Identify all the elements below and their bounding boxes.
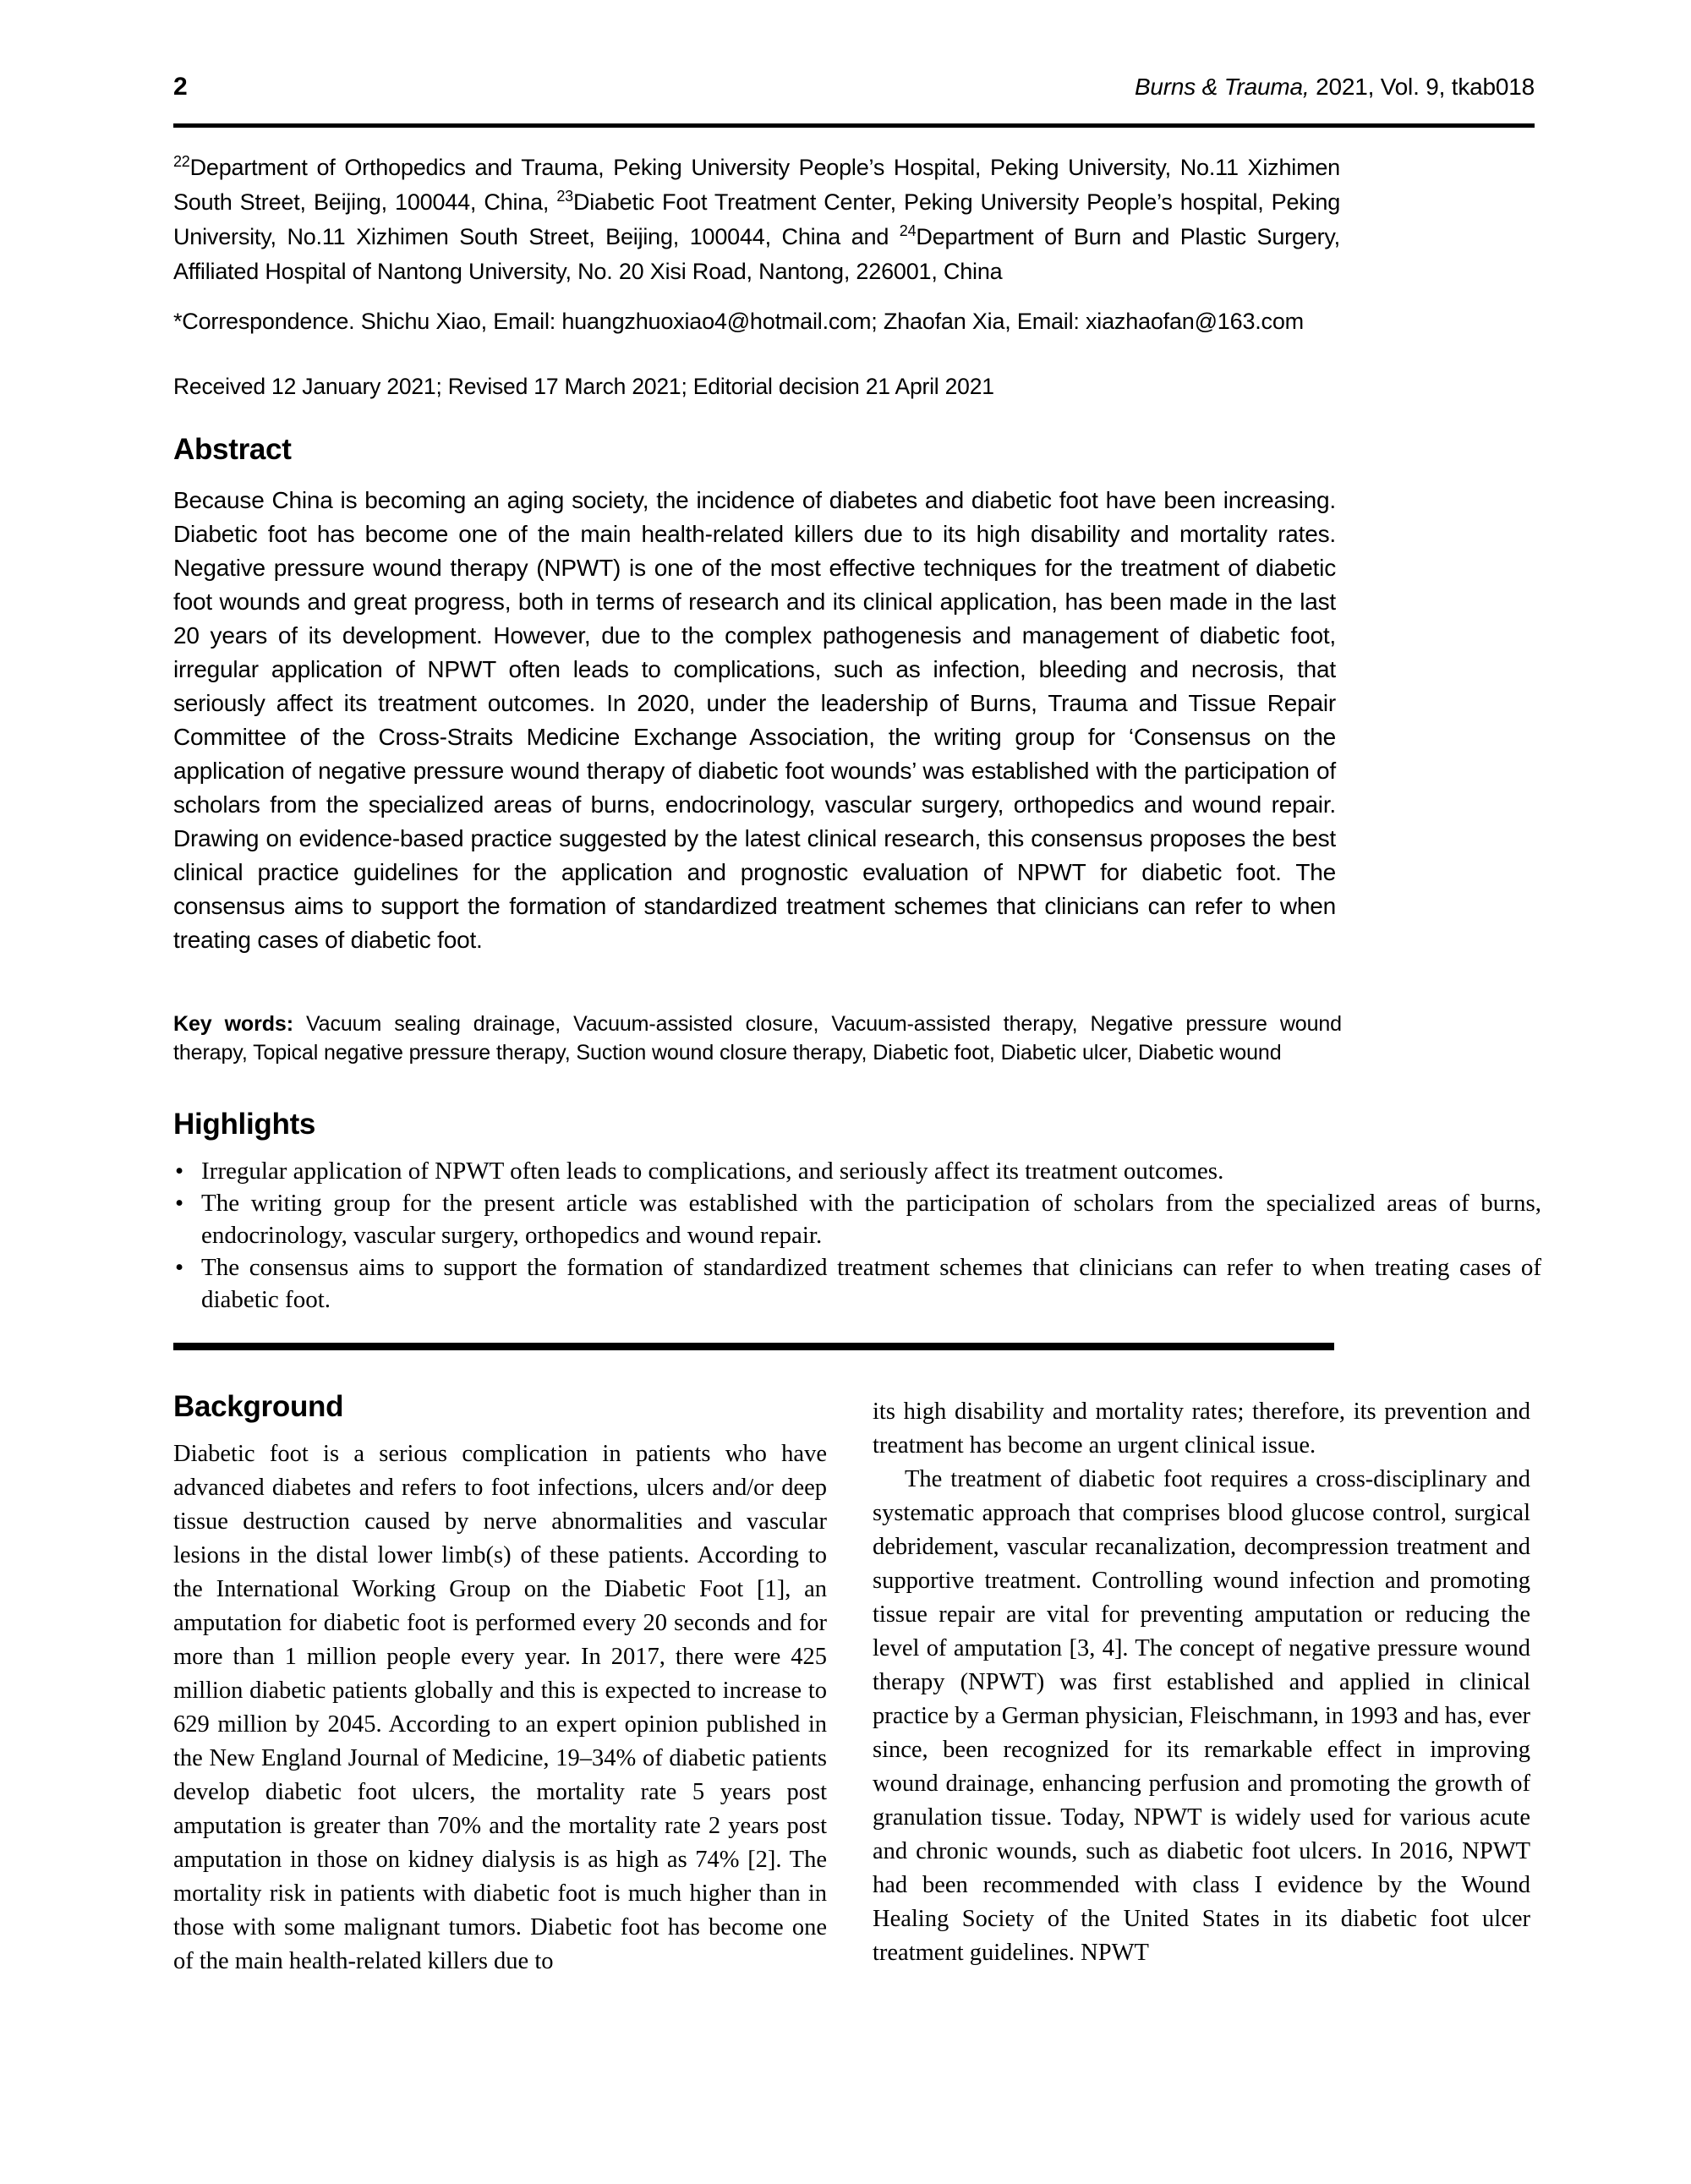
keywords-label: Key words: xyxy=(173,1012,293,1036)
section-divider-rule xyxy=(173,1343,1334,1350)
highlights-list xyxy=(173,1155,1541,1316)
background-paragraph-right-2: The treatment of diabetic foot requires a cross-disciplinary and systematic approach that comprises blood glucose control, surgical debridement, vascular recanalization, decompression treatment and supportive treatment. Controlling wound infection and promoting tissue repair are vital for preventing amputation or reducing the level of amputation [3, 4]. The concept of negative pressure wound therapy (NPWT) was first established and applied in clinical practice by a German physician, Fleischmann, in 1993 and has, ever since, been recognized for its remarkable effect in improving wound drainage, enhancing perfusion and promoting the growth of granulation tissue. Today, NPWT is widely used for various acute and chronic wounds, such as diabetic foot ulcers. In 2016, NPWT had been recommended with class I evidence by the Wound Healing Society of the United States in its diabetic foot ulcer treatment guidelines. NPWT xyxy=(873,1466,1530,1966)
journal-reference xyxy=(1135,74,1535,101)
highlights-heading: Highlights xyxy=(173,1108,316,1141)
left-column xyxy=(173,1437,827,1979)
affiliation-superscript: 23 xyxy=(556,188,573,205)
page-number: 2 xyxy=(173,73,188,101)
keywords-text: Vacuum sealing drainage, Vacuum-assisted closure, Vacuum-assisted therapy, Negative pressure wound therapy, Topical negative pressure therapy, Suction wound closure therapy, Diabetic foot, Diabetic ulcer, Diabetic wound xyxy=(173,1012,1342,1065)
highlight-item: • The writing group for the present article was established with the participation of scholars from the specialized areas of burns, endocrinology, vascular surgery, orthopedics and wound repair. xyxy=(173,1187,1541,1251)
journal-title: Burns & Trauma, xyxy=(1134,74,1310,100)
affiliation-superscript: 22 xyxy=(173,153,190,170)
affiliation-superscript: 24 xyxy=(899,222,917,239)
right-column xyxy=(873,1395,1530,1970)
journal-citation: 2021, Vol. 9, tkab018 xyxy=(1309,74,1535,100)
highlight-item: • Irregular application of NPWT often leads to complications, and seriously affect its treatment outcomes. xyxy=(173,1155,1541,1187)
page-header xyxy=(173,73,1535,101)
background-paragraph-left: Diabetic foot is a serious complication in patients who have advanced diabetes and refers to foot infections, ulcers and/or deep tissue destruction caused by nerve abnormalities and vascular lesions in the distal lower limb(s) of these patients. According to the International Working Group on the Diabetic Foot [1], an amputation for diabetic foot is performed every 20 seconds and for more than 1 million people every year. In 2017, there were 425 million diabetic patients globally and this is expected to increase to 629 million by 2045. According to an expert opinion published in the New England Journal of Medicine, 19–34% of diabetic patients develop diabetic foot ulcers, the mortality rate 5 years post amputation is greater than 70% and the mortality rate 2 years post amputation in those on kidney dialysis is as high as 74% [2]. The mortality risk in patients with diabetic foot is much higher than in those with some malignant tumors. Diabetic foot has become one of the main health-related killers due to xyxy=(173,1441,827,1974)
affiliations-block: $^{22}$Department of Orthopedics and Trauma, Peking University People’s Hospital, Peking University, No.11 Xizhimen South Street, Beijing, 100044, China, $^{23}$Diabetic Foot Treatment Center, Peking University People’s hospital, Peking University, No.11 Xizhimen South Street, Beijing, 100044, China and $^{24}$Department of Burn and Plastic Surgery, Affiliated Hospital of Nantong University, No. 20 Xisi Road, Nantong, 226001, China xyxy=(173,153,1341,284)
background-paragraph-right-1: its high disability and mortality rates; therefore, its prevention and treatment has become an urgent clinical issue. xyxy=(873,1399,1530,1459)
highlight-item: • The consensus aims to support the formation of standardized treatment schemes that clinicians can refer to when treating cases of diabetic foot. xyxy=(173,1251,1541,1316)
received-dates-line: Received 12 January 2021; Revised 17 March 2021; Editorial decision 21 April 2021 xyxy=(173,374,994,399)
keywords-line xyxy=(173,1010,1342,1067)
background-heading: Background xyxy=(173,1390,344,1423)
header-rule xyxy=(173,123,1535,128)
abstract-heading: Abstract xyxy=(173,433,292,466)
correspondence-line: *Correspondence. Shichu Xiao, Email: huangzhuoxiao4@hotmail.com; Zhaofan Xia, Email: xiazhaofan@163.com xyxy=(173,309,1304,334)
abstract-text: Because China is becoming an aging society, the incidence of diabetes and diabetic foot have been increasing. Diabetic foot has become one of the main health-related killers due to its high disability and mortality rates. Negative pressure wound therapy (NPWT) is one of the most effective techniques for the treatment of diabetic foot wounds and great progress, both in terms of research and its clinical application, has been made in the last 20 years of its development. However, due to the complex pathogenesis and management of diabetic foot, irregular application of NPWT often leads to complications, such as infection, bleeding and necrosis, that seriously affect its treatment outcomes. In 2020, under the leadership of Burns, Trauma and Tissue Repair Committee of the Cross-Straits Medicine Exchange Association, the writing group for ‘Consensus on the application of negative pressure wound therapy of diabetic foot wounds’ was established with the participation of scholars from the specialized areas of burns, endocrinology, vascular surgery, orthopedics and wound repair. Drawing on evidence-based practice suggested by the latest clinical research, this consensus proposes the best clinical practice guidelines for the application and prognostic evaluation of NPWT for diabetic foot. The consensus aims to support the formation of standardized treatment schemes that clinicians can refer to when treating cases of diabetic foot. xyxy=(173,487,1336,953)
